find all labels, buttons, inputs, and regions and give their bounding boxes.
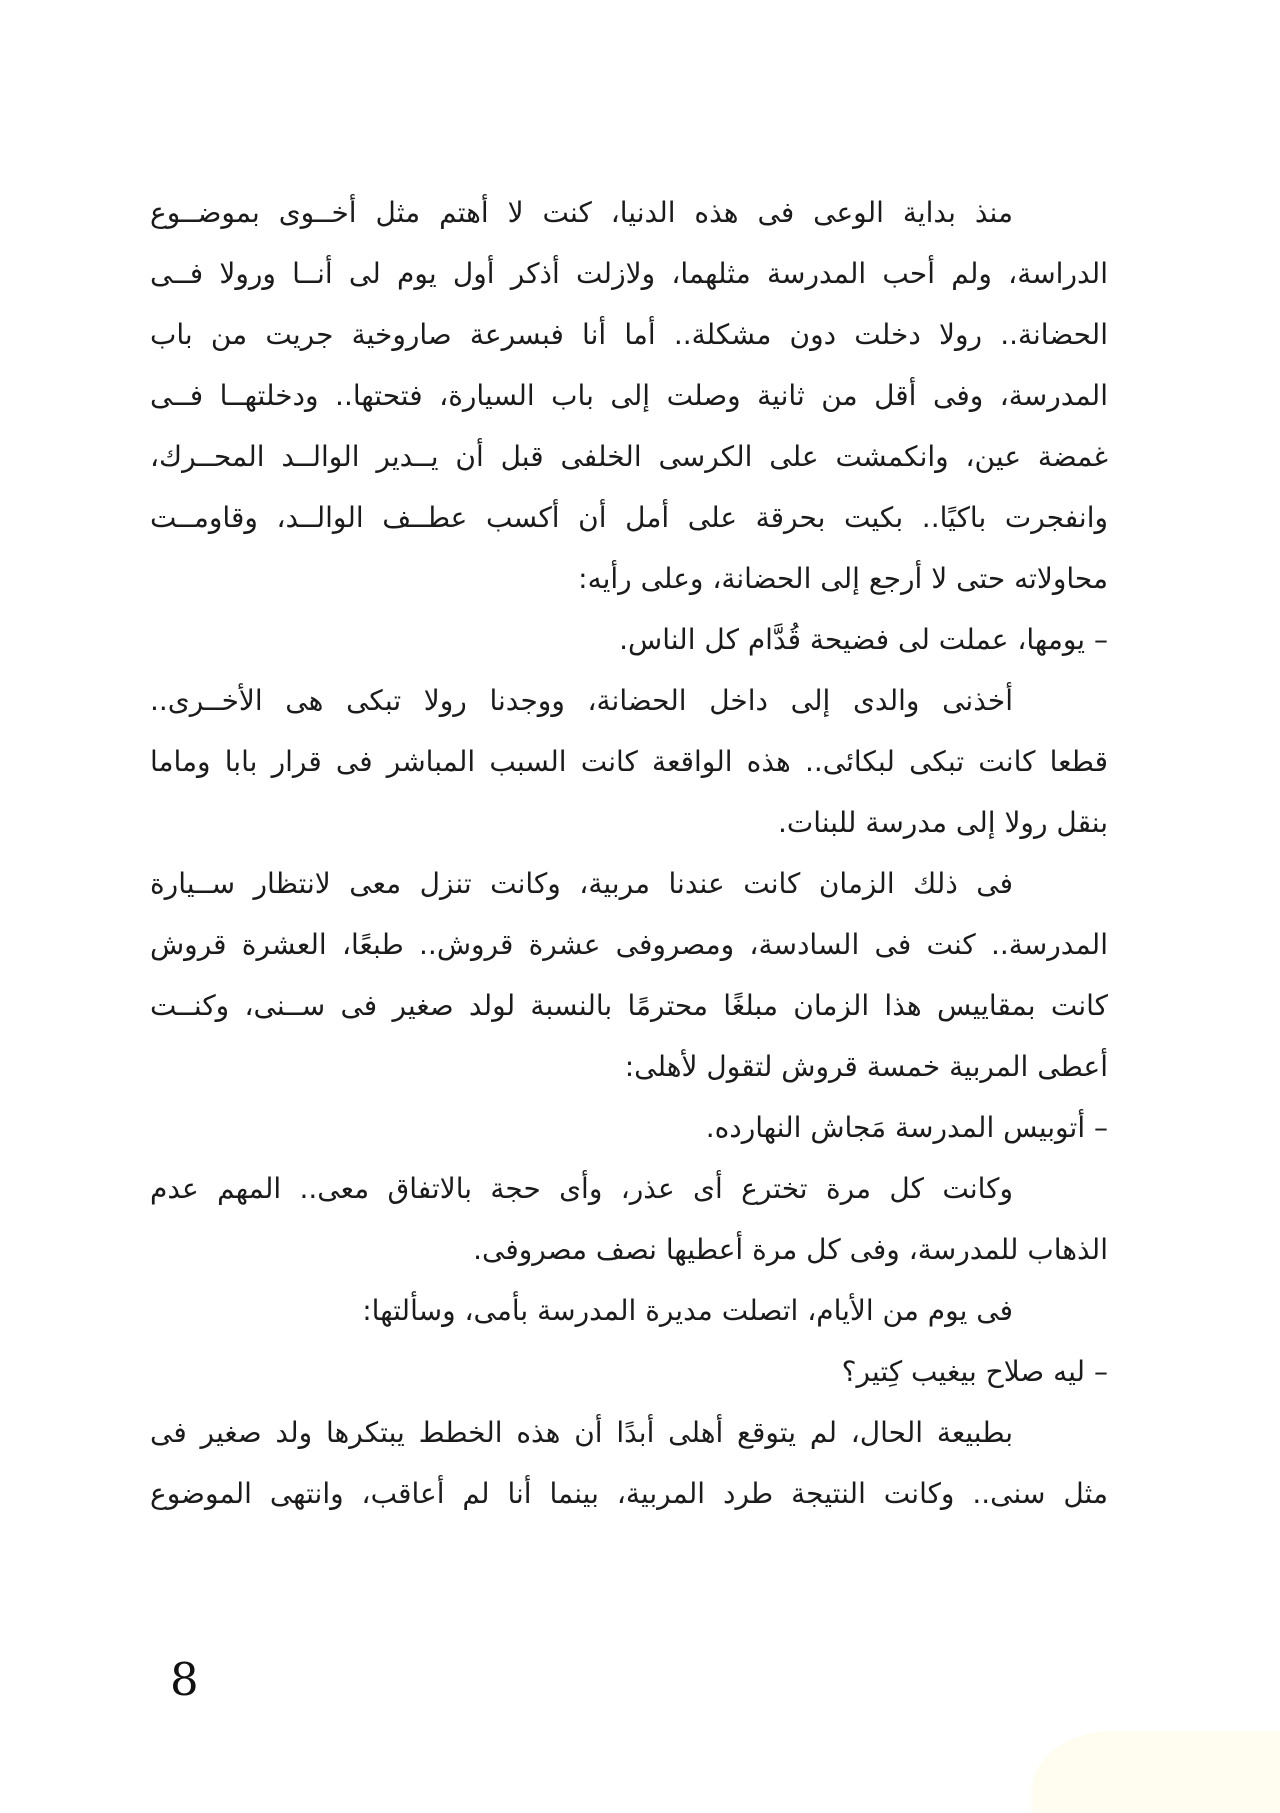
text-line: الحضانة.. رولا دخلت دون مشكلة.. أما أنا فبسرعة صاروخية جريت من باب: [150, 318, 1108, 351]
text-line: الدراسة، ولم أحب المدرسة مثلهما، ولازلت أذكر أول يوم لى أنــا ورولا فــى: [150, 257, 1108, 290]
text-line: فى ذلك الزمان كانت عندنا مربية، وكانت تنزل معى لانتظار ســيارة: [150, 867, 1013, 900]
text-line: الذهاب للمدرسة، وفى كل مرة أعطيها نصف مصروفى.: [473, 1233, 1108, 1266]
text-line: أعطى المربية خمسة قروش لتقول لأهلى:: [624, 1050, 1108, 1083]
dialogue-line: – ليه صلاح بيغيب كِتير؟: [841, 1355, 1108, 1388]
text-line: محاولاته حتى لا أرجع إلى الحضانة، وعلى رأيه:: [578, 562, 1108, 595]
text-line: كانت بمقاييس هذا الزمان مبلغًا محترمًا بالنسبة لولد صغير فى ســنى، وكنــت: [150, 989, 1108, 1022]
text-line: مثل سنى.. وكانت النتيجة طرد المربية، بينما أنا لم أعاقب، وانتهى الموضوع: [150, 1477, 1108, 1510]
text-line: المدرسة، وفى أقل من ثانية وصلت إلى باب السيارة، فتحتها.. ودخلتهــا فــى: [150, 379, 1108, 412]
text-line: المدرسة.. كنت فى السادسة، ومصروفى عشرة قروش.. طبعًا، العشرة قروش: [150, 928, 1108, 961]
dialogue-line: – يومها، عملت لى فضيحة قُدَّام كل الناس.: [619, 623, 1108, 656]
text-line: قطعا كانت تبكى لبكائى.. هذه الواقعة كانت السبب المباشر فى قرار بابا وماما: [150, 745, 1108, 778]
dialogue-line: – أتوبيس المدرسة مَجاش النهارده.: [705, 1111, 1108, 1144]
story-text-block: [150, 182, 1108, 1524]
text-line: فى يوم من الأيام، اتصلت مديرة المدرسة بأمى، وسألتها:: [362, 1294, 1013, 1327]
text-line: غمضة عين، وانكمشت على الكرسى الخلفى قبل أن يــدير الوالــد المحــرك،: [150, 440, 1108, 473]
text-line: بنقل رولا إلى مدرسة للبنات.: [777, 806, 1108, 839]
text-line: وانفجرت باكيًا.. بكيت بحرقة على أمل أن أكسب عطــف الوالــد، وقاومــت: [150, 501, 1108, 534]
text-line: وكانت كل مرة تخترع أى عذر، وأى حجة بالاتفاق معى.. المهم عدم: [150, 1172, 1013, 1205]
text-line: منذ بداية الوعى فى هذه الدنيا، كنت لا أهتم مثل أخــوى بموضــوع: [150, 196, 1013, 229]
text-line: أخذنى والدى إلى داخل الحضانة، ووجدنا رولا تبكى هى الأخــرى..: [150, 684, 1013, 717]
scan-stain: [1032, 1731, 1280, 1813]
page-number: 8: [170, 1653, 199, 1706]
text-line: بطبيعة الحال، لم يتوقع أهلى أبدًا أن هذه الخطط يبتكرها ولد صغير فى: [150, 1416, 1013, 1449]
